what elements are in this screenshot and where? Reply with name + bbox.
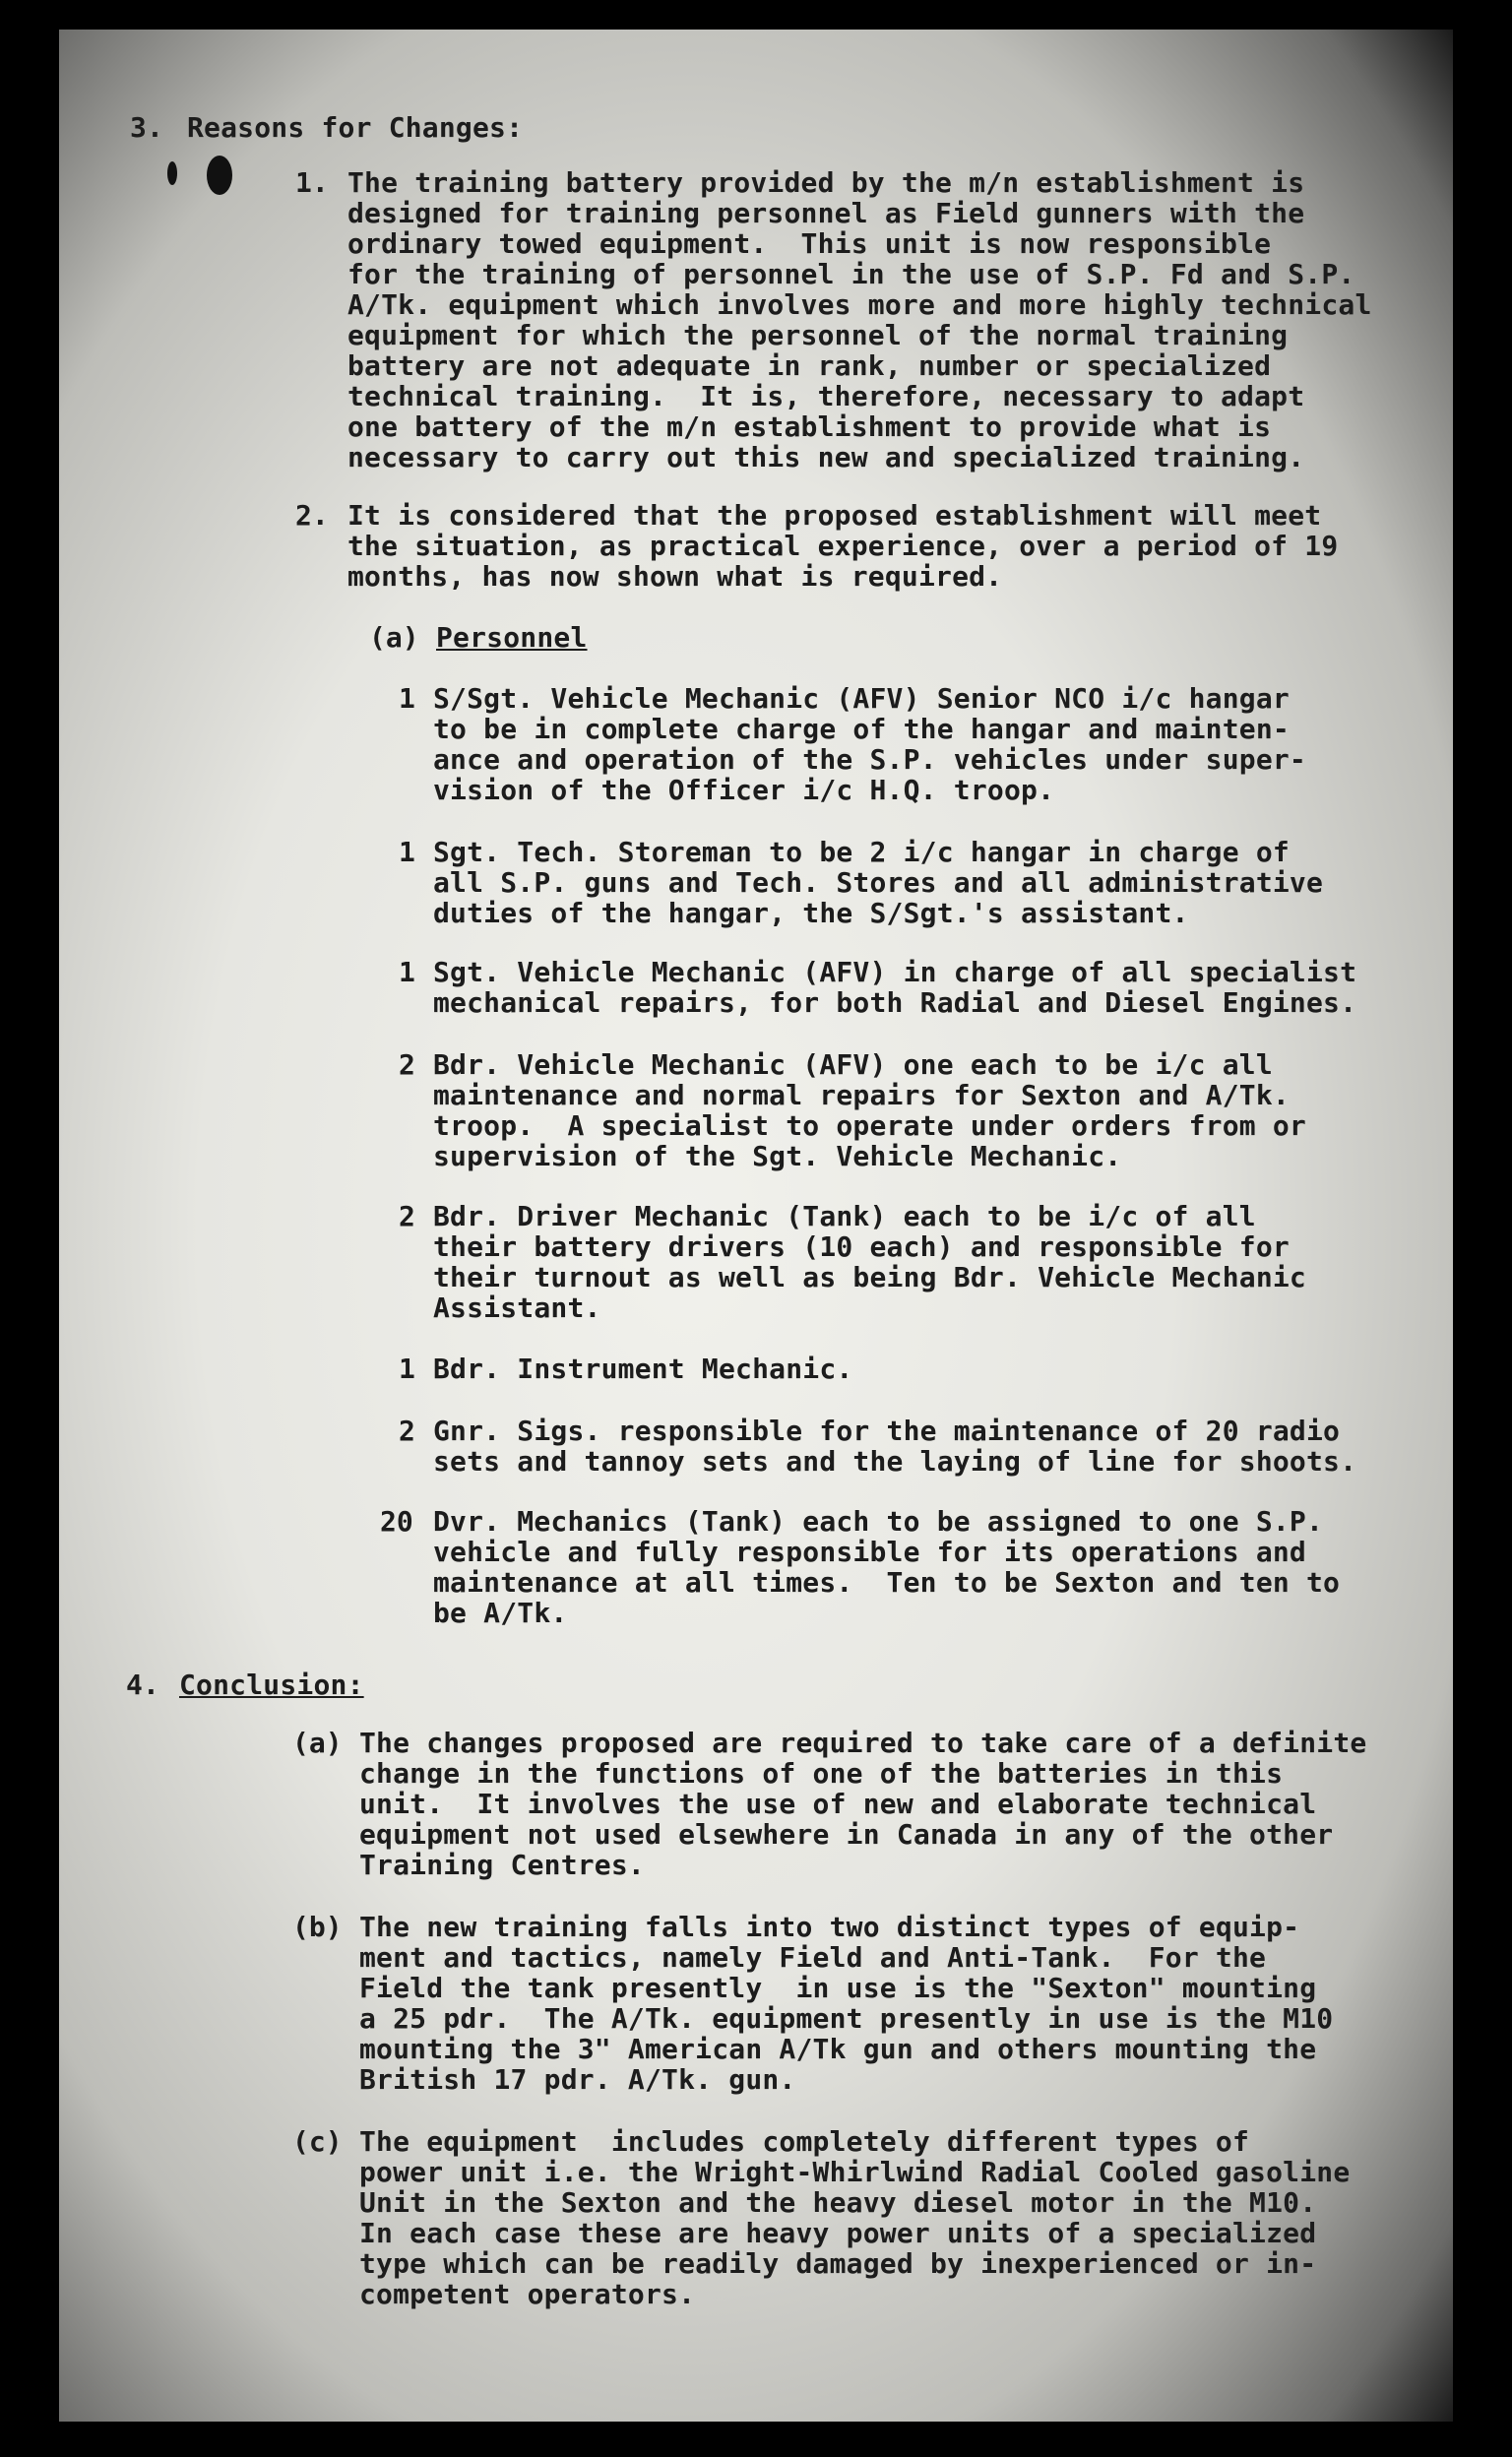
conclusion-line: mounting the 3" American A/Tk gun and others mounting the bbox=[359, 2033, 1317, 2065]
conclusion-line: Training Centres. bbox=[359, 1849, 645, 1881]
conclusion-line: Unit in the Sexton and the heavy diesel motor in the M10. bbox=[359, 2186, 1317, 2219]
personnel-qty: 2 bbox=[399, 1048, 415, 1081]
personnel-line: Bdr. Vehicle Mechanic (AFV) one each to be i/c all bbox=[433, 1048, 1273, 1081]
paragraph-line: The training battery provided by the m/n establishment is bbox=[347, 166, 1305, 199]
personnel-line: maintenance at all times. Ten to be Sexton and ten to bbox=[433, 1566, 1341, 1599]
conclusion-line: type which can be readily damaged by inexperienced or in- bbox=[359, 2247, 1317, 2280]
conclusion-line: British 17 pdr. A/Tk. gun. bbox=[359, 2063, 796, 2096]
section-heading: Reasons for Changes: bbox=[187, 111, 524, 144]
conclusion-line: The new training falls into two distinct types of equip- bbox=[359, 1911, 1300, 1943]
personnel-qty: 1 bbox=[399, 682, 415, 715]
paragraph-line: designed for training personnel as Field gunners with the bbox=[347, 197, 1305, 229]
personnel-line: Assistant. bbox=[433, 1292, 601, 1324]
personnel-line: ance and operation of the S.P. vehicles under super- bbox=[433, 743, 1306, 776]
conclusion-label: (c) bbox=[292, 2125, 343, 2158]
ink-smudge bbox=[207, 156, 232, 195]
personnel-line: be A/Tk. bbox=[433, 1597, 568, 1629]
personnel-line: Bdr. Instrument Mechanic. bbox=[433, 1353, 853, 1385]
personnel-line: vision of the Officer i/c H.Q. troop. bbox=[433, 774, 1055, 806]
conclusion-line: equipment not used elsewhere in Canada in any of the other bbox=[359, 1818, 1334, 1851]
personnel-qty: 1 bbox=[399, 956, 415, 988]
personnel-qty: 1 bbox=[399, 1353, 415, 1385]
personnel-line: Gnr. Sigs. responsible for the maintenance of 20 radio bbox=[433, 1415, 1341, 1447]
personnel-line: S/Sgt. Vehicle Mechanic (AFV) Senior NCO i/c hangar bbox=[433, 682, 1290, 715]
personnel-line: their turnout as well as being Bdr. Vehicle Mechanic bbox=[433, 1261, 1306, 1293]
paragraph-line: for the training of personnel in the use of S.P. Fd and S.P. bbox=[347, 258, 1355, 290]
personnel-line: mechanical repairs, for both Radial and Diesel Engines. bbox=[433, 986, 1357, 1019]
personnel-line: to be in complete charge of the hangar and mainten- bbox=[433, 713, 1290, 745]
personnel-line: Sgt. Tech. Storeman to be 2 i/c hangar in charge of bbox=[433, 836, 1290, 868]
conclusion-line: unit. It involves the use of new and elaborate technical bbox=[359, 1788, 1317, 1820]
personnel-line: Dvr. Mechanics (Tank) each to be assigned to one S.P. bbox=[433, 1505, 1324, 1538]
conclusion-label: (b) bbox=[292, 1911, 343, 1943]
paragraph-line: It is considered that the proposed establishment will meet bbox=[347, 499, 1322, 532]
conclusion-line: power unit i.e. the Wright-Whirlwind Radial Cooled gasoline bbox=[359, 2156, 1351, 2188]
paragraph-line: A/Tk. equipment which involves more and more highly technical bbox=[347, 288, 1372, 321]
personnel-line: Bdr. Driver Mechanic (Tank) each to be i/c of all bbox=[433, 1200, 1256, 1232]
paragraph-line: technical training. It is, therefore, necessary to adapt bbox=[347, 380, 1305, 412]
personnel-qty: 2 bbox=[399, 1415, 415, 1447]
conclusion-label: (a) bbox=[292, 1727, 343, 1759]
subsection-title: Personnel bbox=[436, 621, 588, 654]
document-page bbox=[59, 30, 1453, 2422]
paragraph-line: battery are not adequate in rank, number or specialized bbox=[347, 349, 1272, 382]
conclusion-line: ment and tactics, namely Field and Anti-Tank. For the bbox=[359, 1941, 1267, 1974]
conclusion-line: a 25 pdr. The A/Tk. equipment presently in use is the M10 bbox=[359, 2002, 1334, 2035]
paragraph-number: 2. bbox=[295, 499, 329, 532]
paragraph-line: necessary to carry out this new and specialized training. bbox=[347, 441, 1305, 473]
paragraph-line: one battery of the m/n establishment to provide what is bbox=[347, 410, 1272, 443]
conclusion-line: In each case these are heavy power units of a specialized bbox=[359, 2217, 1317, 2249]
section-heading: Conclusion: bbox=[179, 1669, 364, 1701]
personnel-line: their battery drivers (10 each) and responsible for bbox=[433, 1230, 1290, 1263]
subsection-label: (a) bbox=[369, 621, 419, 654]
personnel-line: maintenance and normal repairs for Sexton and A/Tk. bbox=[433, 1079, 1290, 1111]
personnel-line: all S.P. guns and Tech. Stores and all administrative bbox=[433, 866, 1324, 899]
paragraph-line: equipment for which the personnel of the normal training bbox=[347, 319, 1289, 351]
section-number: 3. bbox=[130, 111, 164, 144]
personnel-qty: 20 bbox=[380, 1505, 413, 1538]
paragraph-line: ordinary towed equipment. This unit is now responsible bbox=[347, 227, 1272, 260]
personnel-line: vehicle and fully responsible for its operations and bbox=[433, 1536, 1306, 1568]
conclusion-line: The changes proposed are required to take care of a definite bbox=[359, 1727, 1367, 1759]
section-number: 4. bbox=[126, 1669, 160, 1701]
paragraph-line: the situation, as practical experience, over a period of 19 bbox=[347, 530, 1339, 562]
conclusion-line: The equipment includes completely different types of bbox=[359, 2125, 1250, 2158]
paragraph-line: months, has now shown what is required. bbox=[347, 560, 1003, 593]
ink-smudge bbox=[167, 161, 177, 185]
conclusion-line: Field the tank presently in use is the "Sexton" mounting bbox=[359, 1972, 1317, 2004]
personnel-line: duties of the hangar, the S/Sgt.'s assistant. bbox=[433, 897, 1189, 929]
personnel-line: sets and tannoy sets and the laying of line for shoots. bbox=[433, 1445, 1357, 1478]
conclusion-line: competent operators. bbox=[359, 2278, 696, 2310]
personnel-line: supervision of the Sgt. Vehicle Mechanic. bbox=[433, 1140, 1122, 1172]
conclusion-line: change in the functions of one of the batteries in this bbox=[359, 1757, 1284, 1790]
personnel-qty: 2 bbox=[399, 1200, 415, 1232]
personnel-qty: 1 bbox=[399, 836, 415, 868]
personnel-line: Sgt. Vehicle Mechanic (AFV) in charge of all specialist bbox=[433, 956, 1357, 988]
paragraph-number: 1. bbox=[295, 166, 329, 199]
personnel-line: troop. A specialist to operate under orders from or bbox=[433, 1109, 1306, 1142]
